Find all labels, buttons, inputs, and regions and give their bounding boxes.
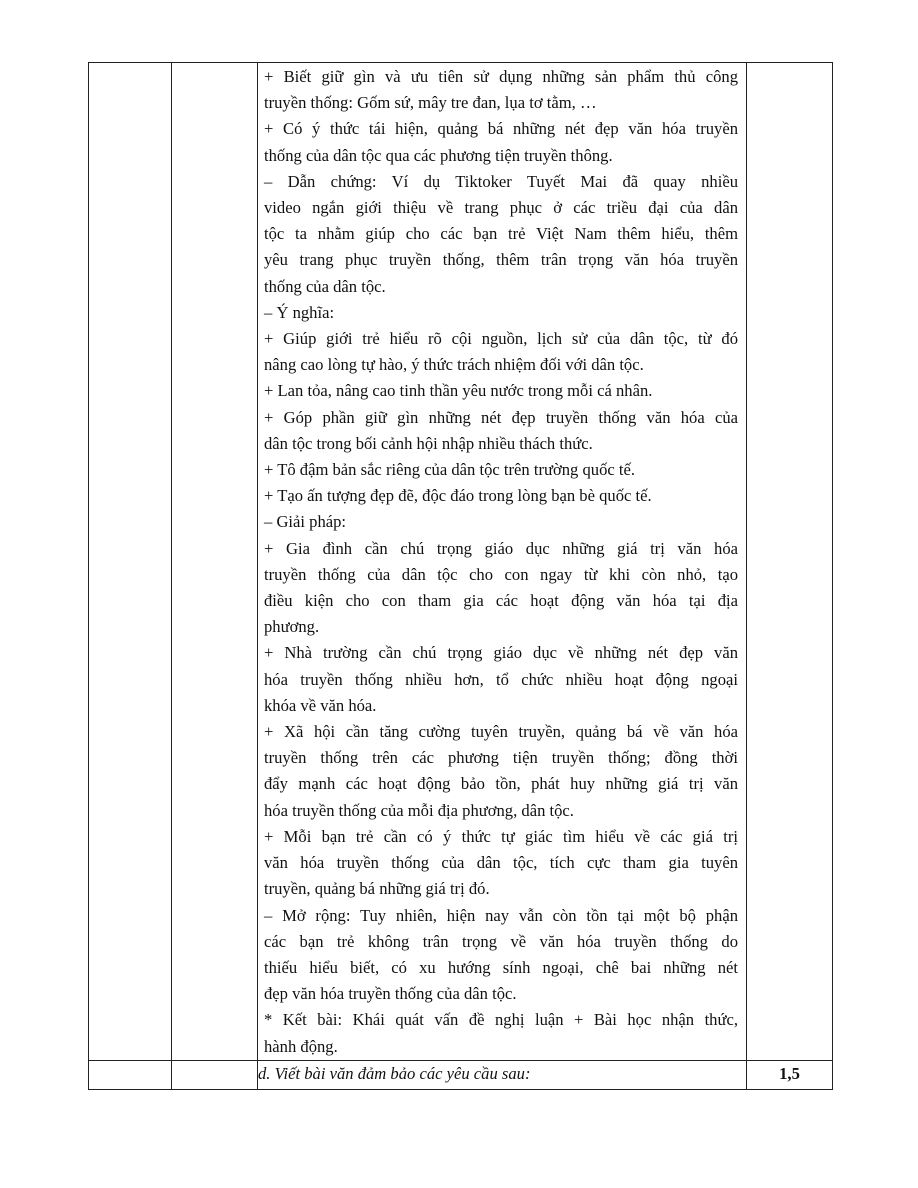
content-line: điều kiện cho con tham gia các hoạt động văn hóa tại địa bbox=[264, 591, 738, 611]
content-line: + Góp phần giữ gìn những nét đẹp truyền thống văn hóa của bbox=[264, 407, 738, 427]
content-line: đẹp văn hóa truyền thống của dân tộc. bbox=[264, 984, 517, 1004]
content-line: nâng cao lòng tự hào, ý thức trách nhiệm đối với dân tộc. bbox=[264, 355, 644, 375]
content-line: + Xã hội cần tăng cường tuyên truyền, quảng bá về văn hóa bbox=[264, 722, 738, 742]
content-cell bbox=[258, 63, 747, 1061]
content-line: yêu trang phục truyền thống, thêm trân trọng văn hóa truyền bbox=[264, 250, 738, 270]
table-row bbox=[89, 63, 833, 1061]
content-line: – Ý nghĩa: bbox=[264, 302, 335, 322]
content-line: hành động. bbox=[264, 1036, 338, 1056]
content-line: hóa truyền thống của mỗi địa phương, dân tộc. bbox=[264, 800, 574, 820]
content-line: dân tộc trong bối cảnh hội nhập nhiều thách thức. bbox=[264, 433, 593, 453]
content-line: – Mở rộng: Tuy nhiên, hiện nay vẫn còn tồn tại một bộ phận bbox=[264, 905, 738, 925]
content-line: – Dẫn chứng: Ví dụ Tiktoker Tuyết Mai đã quay nhiều bbox=[264, 171, 738, 191]
content-line: truyền thống: Gốm sứ, mây tre đan, lụa tơ tằm, … bbox=[264, 93, 597, 113]
content-line: + Tô đậm bản sắc riêng của dân tộc trên trường quốc tế. bbox=[264, 460, 636, 480]
content-line: văn hóa truyền thống của dân tộc, tích cực tham gia tuyên bbox=[264, 853, 738, 873]
content-line: + Mỗi bạn trẻ cần có ý thức tự giác tìm hiểu về các giá trị bbox=[264, 826, 738, 846]
content-line: truyền, quảng bá những giá trị đó. bbox=[264, 879, 490, 899]
content-line: + Giúp giới trẻ hiểu rõ cội nguồn, lịch sử của dân tộc, từ đó bbox=[264, 329, 738, 349]
content-line: – Giải pháp: bbox=[264, 512, 347, 532]
content-line: + Có ý thức tái hiện, quảng bá những nét đẹp văn hóa truyền bbox=[264, 119, 738, 139]
part-cell bbox=[172, 63, 258, 1061]
content-line: + Gia đình cần chú trọng giáo dục những giá trị văn hóa bbox=[264, 538, 738, 558]
content-line: truyền thống trên các phương tiện truyền thống; đồng thời bbox=[264, 748, 738, 768]
content-line: * Kết bài: Khái quát vấn đề nghị luận + Bài học nhận thức, bbox=[264, 1010, 738, 1030]
content-line: + Biết giữ gìn và ưu tiên sử dụng những sản phẩm thủ công bbox=[264, 67, 738, 86]
content-line: video ngắn giới thiệu về trang phục ở các triều đại của dân bbox=[264, 198, 738, 218]
content-line: phương. bbox=[264, 617, 320, 637]
rubric-table bbox=[88, 62, 833, 1090]
content-text bbox=[258, 63, 746, 1060]
table-row bbox=[89, 1060, 833, 1089]
content-line: khóa về văn hóa. bbox=[264, 695, 377, 715]
content-line: truyền thống của dân tộc cho con ngay từ khi còn nhỏ, tạo bbox=[264, 564, 738, 584]
content-line: hóa truyền thống nhiều hơn, tổ chức nhiều hoạt động ngoại bbox=[264, 669, 738, 689]
content-line: tộc ta nhằm giúp cho các bạn trẻ Việt Nam thêm hiểu, thêm bbox=[264, 224, 738, 244]
content-line: thiếu hiểu biết, có xu hướng sính ngoại, chê bai những nét bbox=[264, 957, 738, 977]
score-value: 1,5 bbox=[747, 1060, 833, 1089]
content-line: + Nhà trường cần chú trọng giáo dục về những nét đẹp văn bbox=[264, 643, 738, 663]
question-cell bbox=[89, 1060, 172, 1089]
content-line: + Tạo ấn tượng đẹp đẽ, độc đáo trong lòng bạn bè quốc tế. bbox=[264, 486, 652, 506]
part-cell bbox=[172, 1060, 258, 1089]
content-line: các bạn trẻ không trân trọng về văn hóa truyền thống do bbox=[264, 931, 738, 951]
content-line: thống của dân tộc. bbox=[264, 276, 386, 296]
question-cell bbox=[89, 63, 172, 1061]
score-cell bbox=[747, 63, 833, 1061]
content-line: thống của dân tộc qua các phương tiện truyền thông. bbox=[264, 145, 613, 165]
criterion-label: d. Viết bài văn đảm bảo các yêu cầu sau: bbox=[258, 1060, 747, 1089]
content-line: đẩy mạnh các hoạt động bảo tồn, phát huy những giá trị văn bbox=[264, 774, 738, 794]
content-line: + Lan tỏa, nâng cao tinh thần yêu nước trong mỗi cá nhân. bbox=[264, 381, 653, 401]
